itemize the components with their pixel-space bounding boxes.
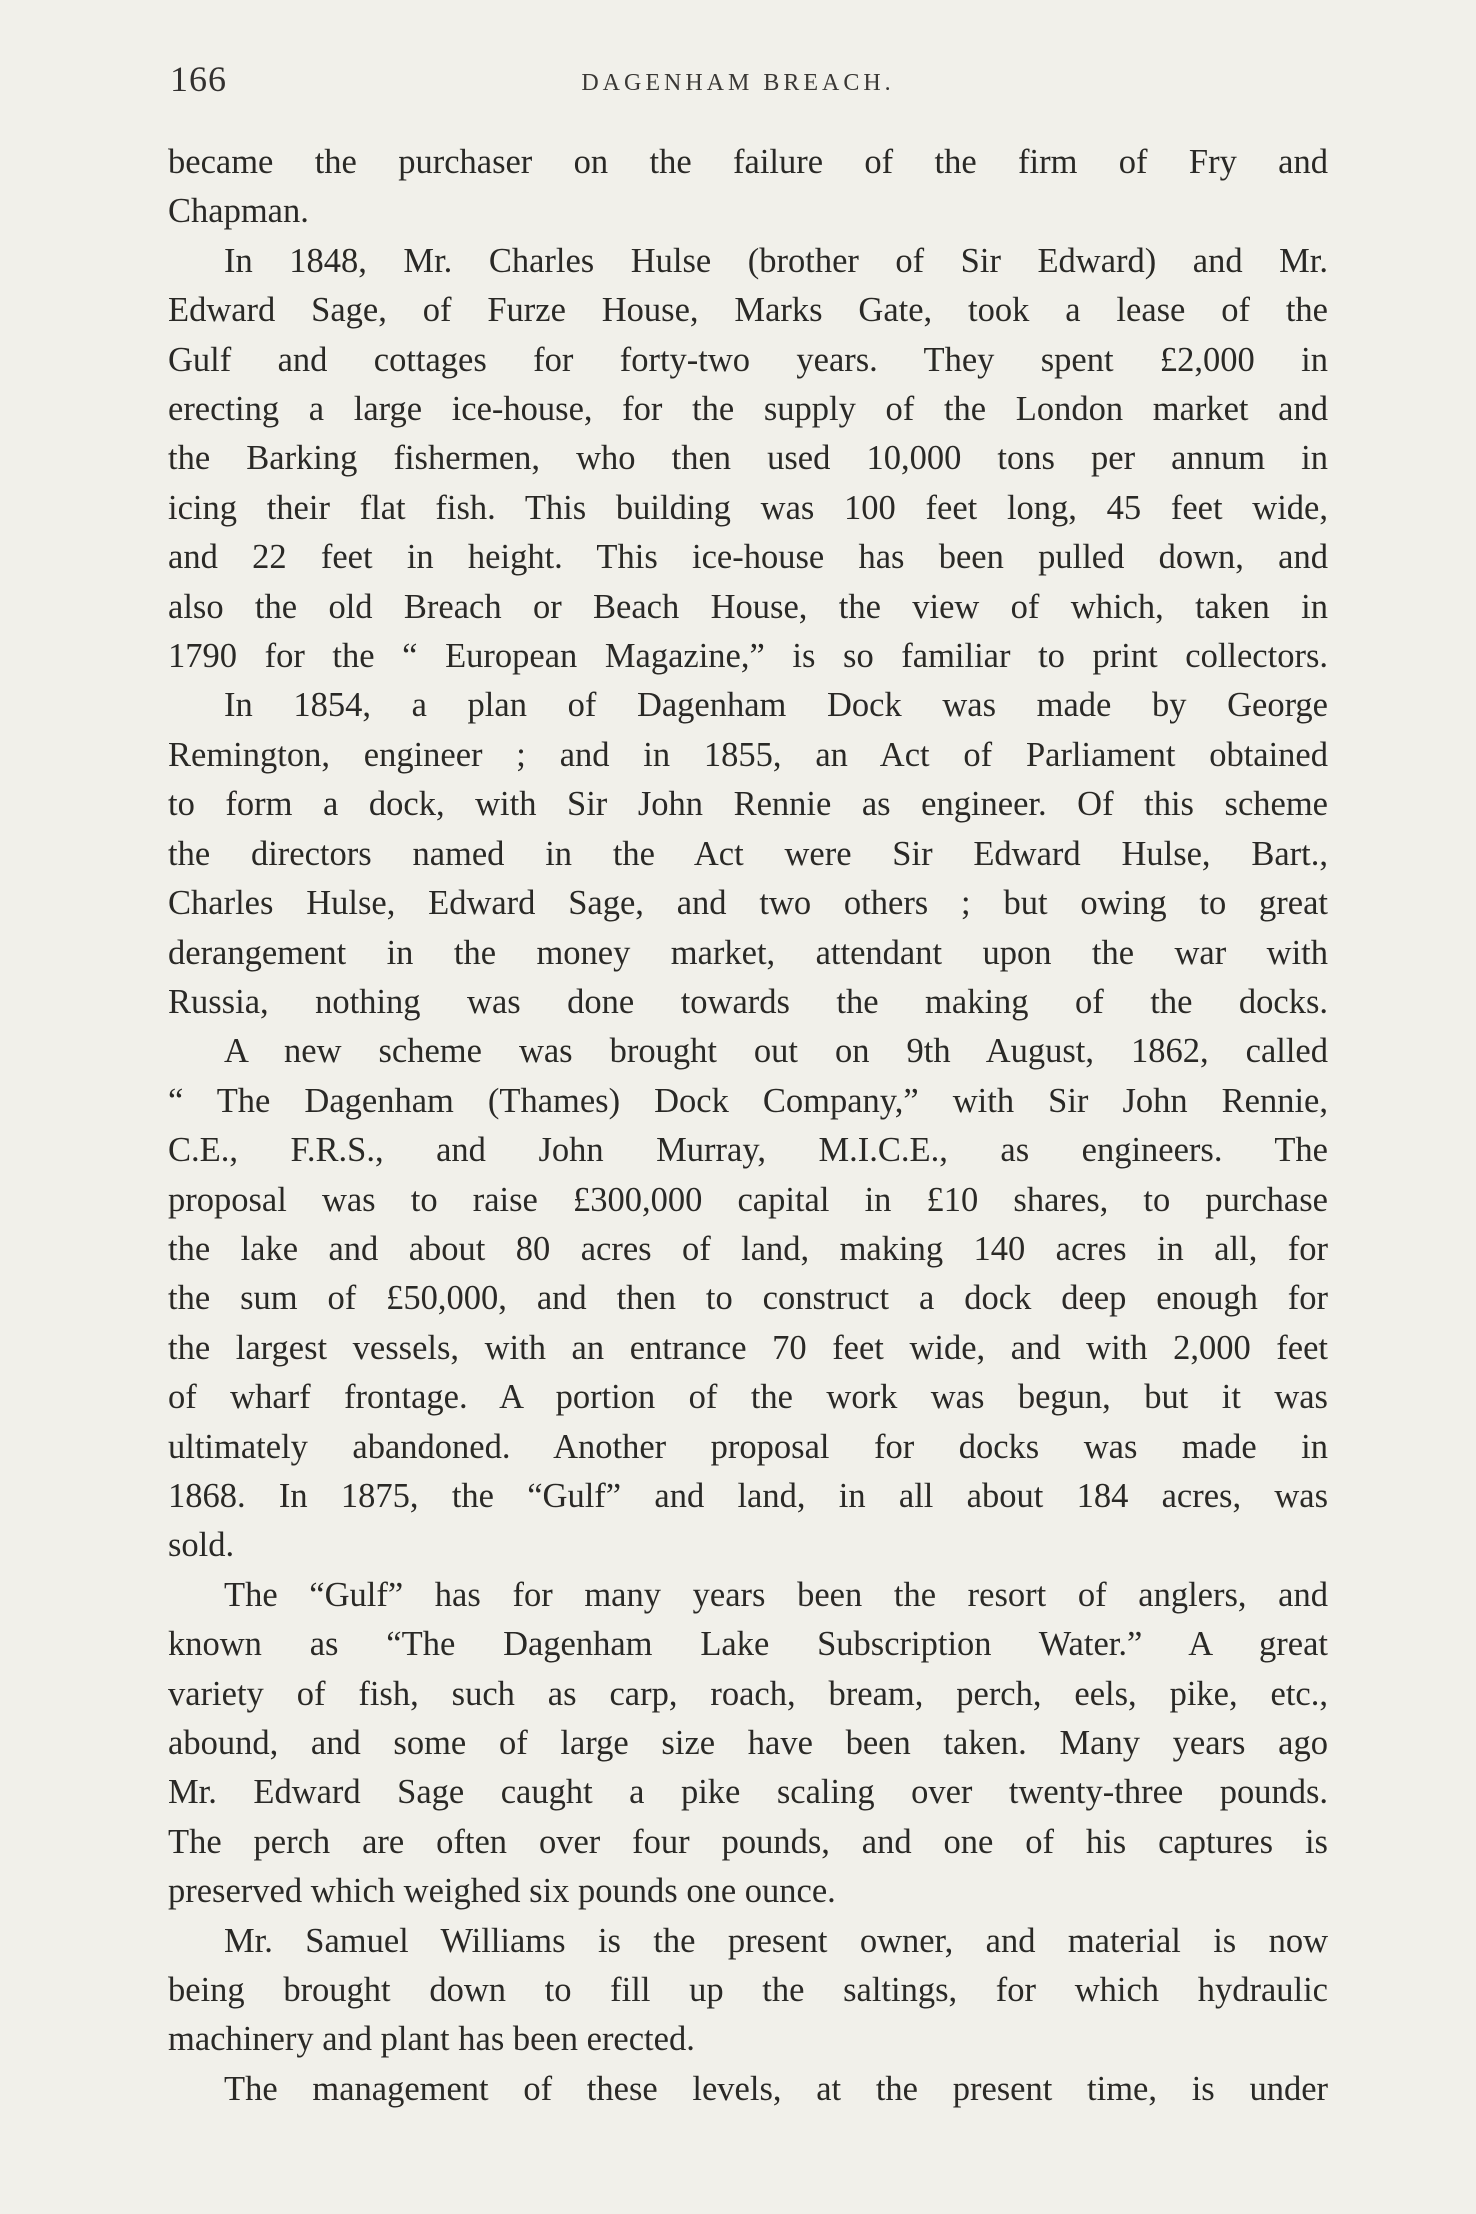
paragraph [168,681,1328,1027]
page-number: 166 [170,59,227,99]
text-line: to form a dock, with Sir John Rennie as engineer. Of this scheme [168,785,1328,824]
text-line: 1868. In 1875, the “Gulf” and land, in all about 184 acres, was [168,1476,1328,1515]
paragraph [168,1027,1328,1570]
text-line: the sum of £50,000, and then to construct a dock deep enough for [168,1279,1328,1318]
text-line: variety of fish, such as carp, roach, bream, perch, eels, pike, etc., [168,1674,1328,1713]
text-line: of wharf frontage. A portion of the work was begun, but it was [168,1378,1328,1417]
text-line: icing their flat fish. This building was 100 feet long, 45 feet wide, [168,488,1328,527]
text-line: preserved which weighed six pounds one ounce. [168,1872,836,1911]
text-line: Mr. Samuel Williams is the present owner, and material is now [224,1921,1328,1960]
text-line: abound, and some of large size have been taken. Many years ago [168,1724,1328,1762]
text-line: Remington, engineer ; and in 1855, an Act of Parliament obtained [168,735,1328,774]
text-line: the directors named in the Act were Sir Edward Hulse, Bart., [168,834,1328,873]
text-line: Charles Hulse, Edward Sage, and two others ; but owing to great [168,884,1328,923]
text-line: the lake and about 80 acres of land, making 140 acres in all, for [168,1229,1328,1268]
text-line: also the old Breach or Beach House, the view of which, taken in [168,587,1328,626]
text-line: Chapman. [168,192,309,231]
paragraph [168,1917,1328,2065]
text-line: The “Gulf” has for many years been the resort of anglers, and [224,1575,1328,1614]
text-line: ultimately abandoned. Another proposal for docks was made in [168,1427,1328,1466]
text-line: known as “The Dagenham Lake Subscription Water.” A great [168,1625,1328,1664]
paragraph [168,237,1328,682]
text-line: Mr. Edward Sage caught a pike scaling over twenty-three pounds. [168,1773,1328,1812]
text-line: became the purchaser on the failure of the firm of Fry and [168,143,1328,181]
text-line: being brought down to fill up the saltings, for which hydraulic [168,1971,1328,2010]
text-line: machinery and plant has been erected. [168,2020,695,2059]
text-line: sold. [168,1526,235,1565]
running-head: DAGENHAM BREACH. [581,70,895,96]
text-line: the largest vessels, with an entrance 70 feet wide, and with 2,000 feet [168,1328,1328,1367]
text-line: derangement in the money market, attendant upon the war with [168,933,1328,972]
text-line: In 1854, a plan of Dagenham Dock was made by George [224,686,1328,725]
text-line: The perch are often over four pounds, and one of his captures is [168,1822,1328,1861]
text-line: Gulf and cottages for forty-two years. They spent £2,000 in [168,340,1328,379]
text-line: 1790 for the “ European Magazine,” is so familiar to print collectors. [168,637,1328,676]
text-line: erecting a large ice-house, for the supply of the London market and [168,390,1328,429]
text-line: Russia, nothing was done towards the making of the docks. [168,982,1328,1021]
text-line: Edward Sage, of Furze House, Marks Gate, took a lease of the [168,291,1328,330]
text-line: and 22 feet in height. This ice-house has been pulled down, and [168,538,1328,577]
text-line: The management of these levels, at the present time, is under [224,2069,1328,2108]
text-line: In 1848, Mr. Charles Hulse (brother of Sir Edward) and Mr. [224,241,1328,280]
text-line: C.E., F.R.S., and John Murray, M.I.C.E., as engineers. The [168,1131,1328,1170]
paragraph [168,1571,1328,1917]
text-line: “ The Dagenham (Thames) Dock Company,” with Sir John Rennie, [168,1081,1328,1120]
text-line: proposal was to raise £300,000 capital in £10 shares, to purchase [168,1180,1328,1219]
paragraph [168,2065,1328,2114]
text-line: A new scheme was brought out on 9th August, 1862, called [224,1032,1328,1071]
paragraph [168,138,1328,237]
body-text [168,138,1328,2114]
text-line: the Barking fishermen, who then used 10,000 tons per annum in [168,439,1328,478]
